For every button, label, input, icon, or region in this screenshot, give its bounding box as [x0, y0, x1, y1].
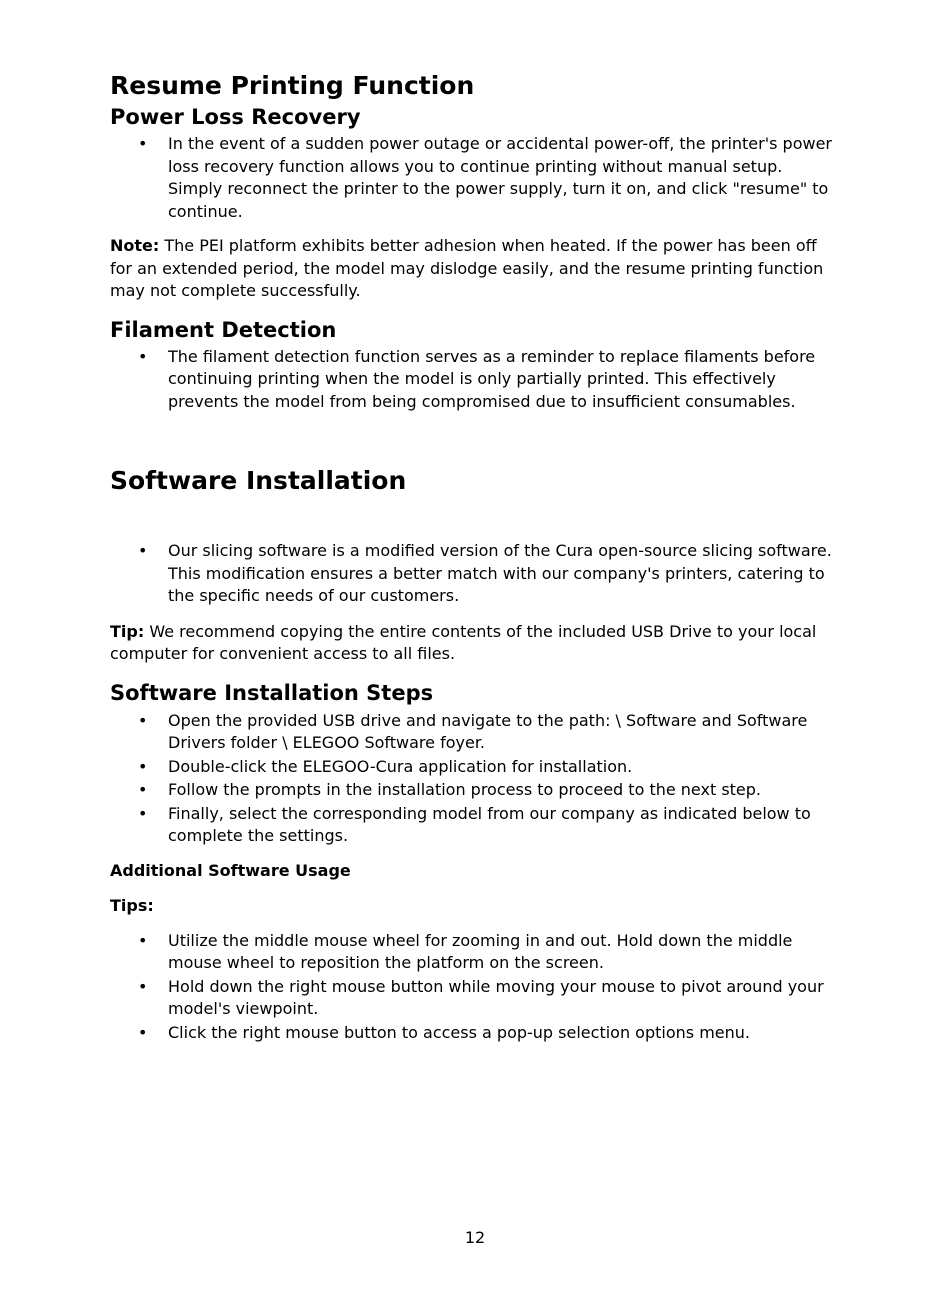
- page-content: [110, 70, 840, 1045]
- bullet-icon: •: [138, 780, 148, 799]
- bullet-icon: •: [138, 346, 148, 366]
- list-item-text: Open the provided USB drive and navigate to the path: \ Software and Software Drivers folder \ ELEGOO Software foyer.: [168, 710, 808, 752]
- installation-steps-list: [110, 710, 840, 848]
- list-item: [110, 756, 840, 779]
- list-item-text: Follow the prompts in the installation process to proceed to the next step.: [168, 780, 762, 799]
- bullet-icon: •: [138, 541, 148, 560]
- note-text: The PEI platform exhibits better adhesion when heated. If the power has been off for an extended period, the model may dislodge easily, and the resume printing function may not complete successfully.: [110, 236, 824, 300]
- bullet-icon: •: [138, 930, 148, 950]
- subsection-title-power-loss-recovery: Power Loss Recovery: [110, 105, 361, 129]
- bullet-icon: •: [138, 710, 148, 730]
- software-tip: [110, 621, 840, 666]
- list-item-text: The filament detection function serves as a reminder to replace filaments before continuing printing when the model is only partially printed. This effectively prevents the model from being compromised due to insufficient consumables.: [168, 346, 816, 411]
- bullet-icon: •: [138, 134, 148, 153]
- heading-tips: Tips:: [110, 895, 154, 915]
- power-loss-note: [110, 235, 840, 303]
- list-item: [110, 976, 840, 1021]
- section-title-software-installation: Software Installation: [110, 466, 407, 495]
- subsection-title-filament-detection: Filament Detection: [110, 317, 337, 342]
- list-item-text: Our slicing software is a modified version of the Cura open-source slicing software. This modification ensures a better match with our company's printers, catering to the specific needs of our customers.: [168, 541, 832, 605]
- list-item: [110, 133, 840, 223]
- software-bullet-list: [110, 540, 840, 608]
- list-item-text: Double-click the ELEGOO-Cura application for installation.: [168, 756, 633, 776]
- list-item: [110, 710, 840, 755]
- filament-bullet-list: [110, 346, 840, 414]
- list-item-text: Click the right mouse button to access a pop-up selection options menu.: [168, 1022, 750, 1042]
- tip-label: Tip:: [110, 621, 145, 641]
- tips-list: [110, 930, 840, 1045]
- list-item-text: Finally, select the corresponding model from our company as indicated below to complete the settings.: [168, 803, 811, 845]
- list-item-text: Utilize the middle mouse wheel for zooming in and out. Hold down the middle mouse wheel to reposition the platform on the screen.: [168, 930, 793, 972]
- bullet-icon: •: [138, 803, 148, 823]
- list-item: [110, 346, 840, 414]
- power-loss-bullet-list: [110, 133, 840, 223]
- list-item-text: Hold down the right mouse button while moving your mouse to pivot around your model's viewpoint.: [168, 976, 824, 1018]
- tip-text: We recommend copying the entire contents of the included USB Drive to your local computer for convenient access to all files.: [110, 621, 817, 663]
- note-label: Note:: [110, 236, 160, 255]
- bullet-icon: •: [138, 756, 148, 776]
- section-title-resume-printing: Resume Printing Function: [110, 71, 475, 100]
- list-item: [110, 1022, 840, 1045]
- bullet-icon: •: [138, 1022, 148, 1042]
- list-item: [110, 930, 840, 975]
- page-number: 12: [464, 1228, 486, 1247]
- heading-additional-software-usage: Additional Software Usage: [110, 860, 351, 880]
- list-item: [110, 540, 840, 608]
- bullet-icon: •: [138, 976, 148, 996]
- subsection-title-installation-steps: Software Installation Steps: [110, 680, 434, 705]
- list-item: [110, 803, 840, 848]
- list-item-text: In the event of a sudden power outage or accidental power-off, the printer's power loss recovery function allows you to continue printing without manual setup. Simply reconnect the printer to the power supply, turn it on, and click "resume" to continue.: [168, 134, 832, 221]
- list-item: [110, 779, 840, 802]
